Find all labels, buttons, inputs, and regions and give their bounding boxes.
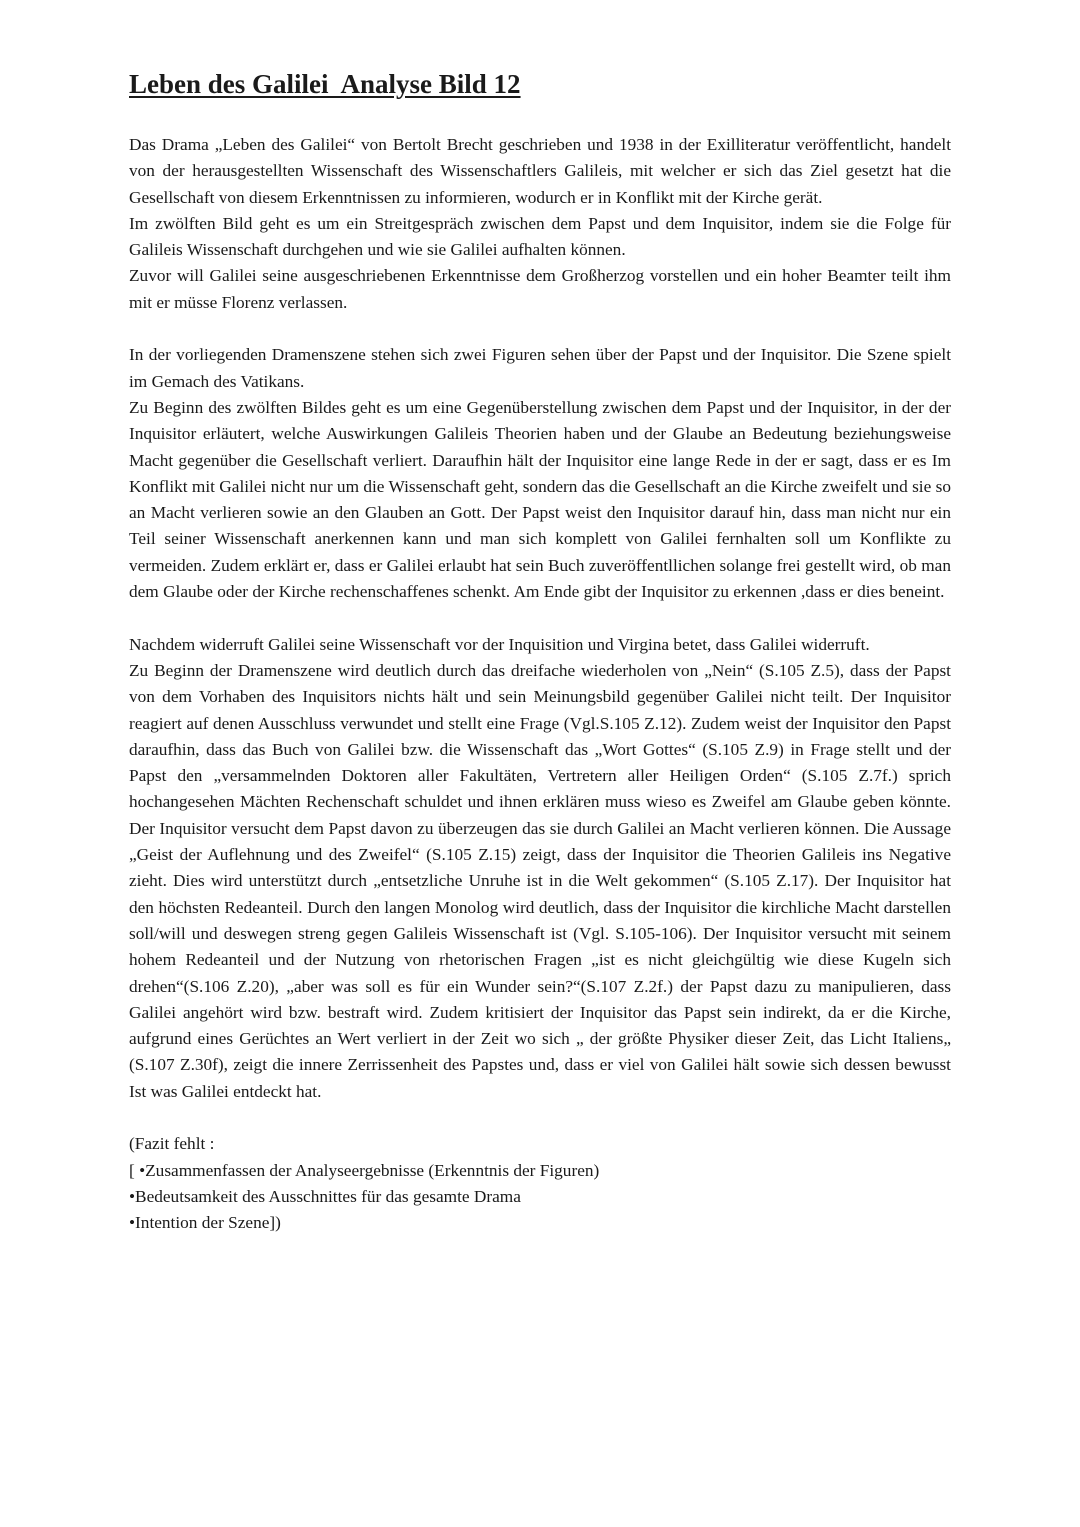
paragraph-intro-1: Das Drama „Leben des Galilei“ von Bertolt Brecht geschrieben und 1938 in der Exilliteratur veröffentlicht, handelt von der herausgestellten Wissenschaft des Wissenschaftlers Galileis, mit welcher er sich das Ziel gesetzt hat die Gesellschaft von diesem Erkenntnissen zu informieren, wodurch er in Konflikt mit der Kirche gerät. xyxy=(129,135,951,207)
document-page xyxy=(129,68,951,1236)
section-gap xyxy=(129,316,951,342)
paragraph-analysis-1: Nachdem widerruft Galilei seine Wissenschaft vor der Inquisition und Virgina betet, dass Galilei widerruft. xyxy=(129,634,870,654)
conclusion-line-2: [ •Zusammenfassen der Analyseergebnisse (Erkenntnis der Figuren) xyxy=(129,1160,600,1180)
paragraph-intro-3: Zuvor will Galilei seine ausgeschriebenen Erkenntnisse dem Großherzog vorstellen und ein hoher Beamter teilt ihm mit er müsse Florenz verlassen. xyxy=(129,266,951,312)
intro-section xyxy=(129,132,951,316)
paragraph-intro-2: Im zwölften Bild geht es um ein Streitgespräch zwischen dem Papst und dem Inquisitor, indem sie die Folge für Galileis Wissenschaft durchgehen und wie sie Galilei aufhalten können. xyxy=(129,213,951,260)
paragraph-scene-2: Zu Beginn des zwölften Bildes geht es um eine Gegenüberstellung zwischen dem Papst und der Inquisitor, in der der Inquisitor erläutert, welche Auswirkungen Galileis Theorien haben und der Glaube an Bedeutung beziehungsweise Macht gegenüber die Gesellschaft verliert. Daraufhin hält der Inquisitor eine lange Rede in der er sagt, dass er es Im Konflikt mit Galilei nicht nur um die Wissenschaft geht, sondern das die Gesellschaft an die Kirche zweifelt und sie so an Macht verlieren sowie an den Glauben an Gott. Der Papst weist den Inquisitor darauf hin, dass man nicht nur ein Teil seiner Wissenschaft anerkennen kann und man sich komplett von Galilei fernhalten soll um Konflikte zu vermeiden. Zudem erklärt er, dass er Galilei erlaubt hat sein Buch zuveröffentllichen solange frei gestellt wird, ob man dem Glaube oder der Kirche rechenschaffenes schenkt. Am Ende gibt der Inquisitor zu erkennen ,dass er dies beneint. xyxy=(129,397,951,602)
conclusion-section xyxy=(129,1131,951,1236)
conclusion-line-3: •Bedeutsamkeit des Ausschnittes für das gesamte Drama xyxy=(129,1186,521,1206)
conclusion-line-4: •Intention der Szene]) xyxy=(129,1213,281,1233)
paragraph-analysis-2: Zu Beginn der Dramenszene wird deutlich durch das dreifache wiederholen von „Nein“ (S.105 Z.5), dass der Papst von dem Vorhaben des Inquisitors nichts hält und sein Meinungsbild gegenüber Galilei nicht teilt. Der Inquisitor reagiert auf denen Ausschluss verwundet und stellt eine Frage (Vgl.S.105 Z.12). Zudem weist der Inquisitor den Papst daraufhin, dass das Buch von Galilei bzw. die Wissenschaft das „Wort Gottes“ (S.105 Z.9) in Frage stellt und der Papst den „versammelnden Doktoren aller Fakultäten, Vertretern aller Heiligen Orden“ (S.105 Z.7f.) sprich hochangesehen Mächten Rechenschaft schuldet und ihnen erklären muss wieso es Zweifel am Glaube geben könnte. Der Inquisitor versucht dem Papst davon zu überzeugen das sie durch Galilei an Macht verlieren können. Die Aussage „Geist der Auflehnung und des Zweifel“ (S.105 Z.15) zeigt, dass der Inquisitor die Theorien Galileis ins Negative zieht. Dies wird unterstützt durch „entsetzliche Unruhe ist in die Welt gekommen“ (S.105 Z.17). Der Inquisitor hat den höchsten Redeanteil. Durch den langen Monolog wird deutlich, dass der Inquisitor die kirchliche Macht darstellen soll/will und deswegen streng gegen Galileis Wissenschaft ist (Vgl. S.105-106). Der Inquisitor versucht mit seinem hohem Redeanteil und der Nutzung von rhetorischen Fragen „ist es nicht gleichgültig wie diese Kugeln sich drehen“(S.106 Z.20), „aber was soll es für ein Wunder sein?“(S.107 Z.2f.) der Papst dazu zu manipulieren, dass Galilei angehört wird bzw. bestraft wird. Zudem kritisiert der Inquisitor das Papst sein indirekt, da er die Kirche, aufgrund eines Gerüchtes an Wert verliert in der Zeit wo sich „ der größte Physiker dieser Zeit, das Licht Italiens„ (S.107 Z.30f), zeigt die innere Zerrissenheit des Papstes und, dass er viel von Galilei hält sowie sich dessen bewusst Ist was Galilei entdeckt hat. xyxy=(129,660,951,1101)
paragraph-scene-1: In der vorliegenden Dramenszene stehen sich zwei Figuren sehen über der Papst und der Inquisitor. Die Szene spielt im Gemach des Vatikans. xyxy=(129,345,951,391)
conclusion-line-1: (Fazit fehlt : xyxy=(129,1134,215,1154)
analysis-section xyxy=(129,632,951,1105)
section-gap xyxy=(129,605,951,631)
scene-overview-section xyxy=(129,342,951,605)
page-title: Leben des Galilei Analyse Bild 12 xyxy=(129,69,521,99)
section-gap xyxy=(129,1105,951,1131)
